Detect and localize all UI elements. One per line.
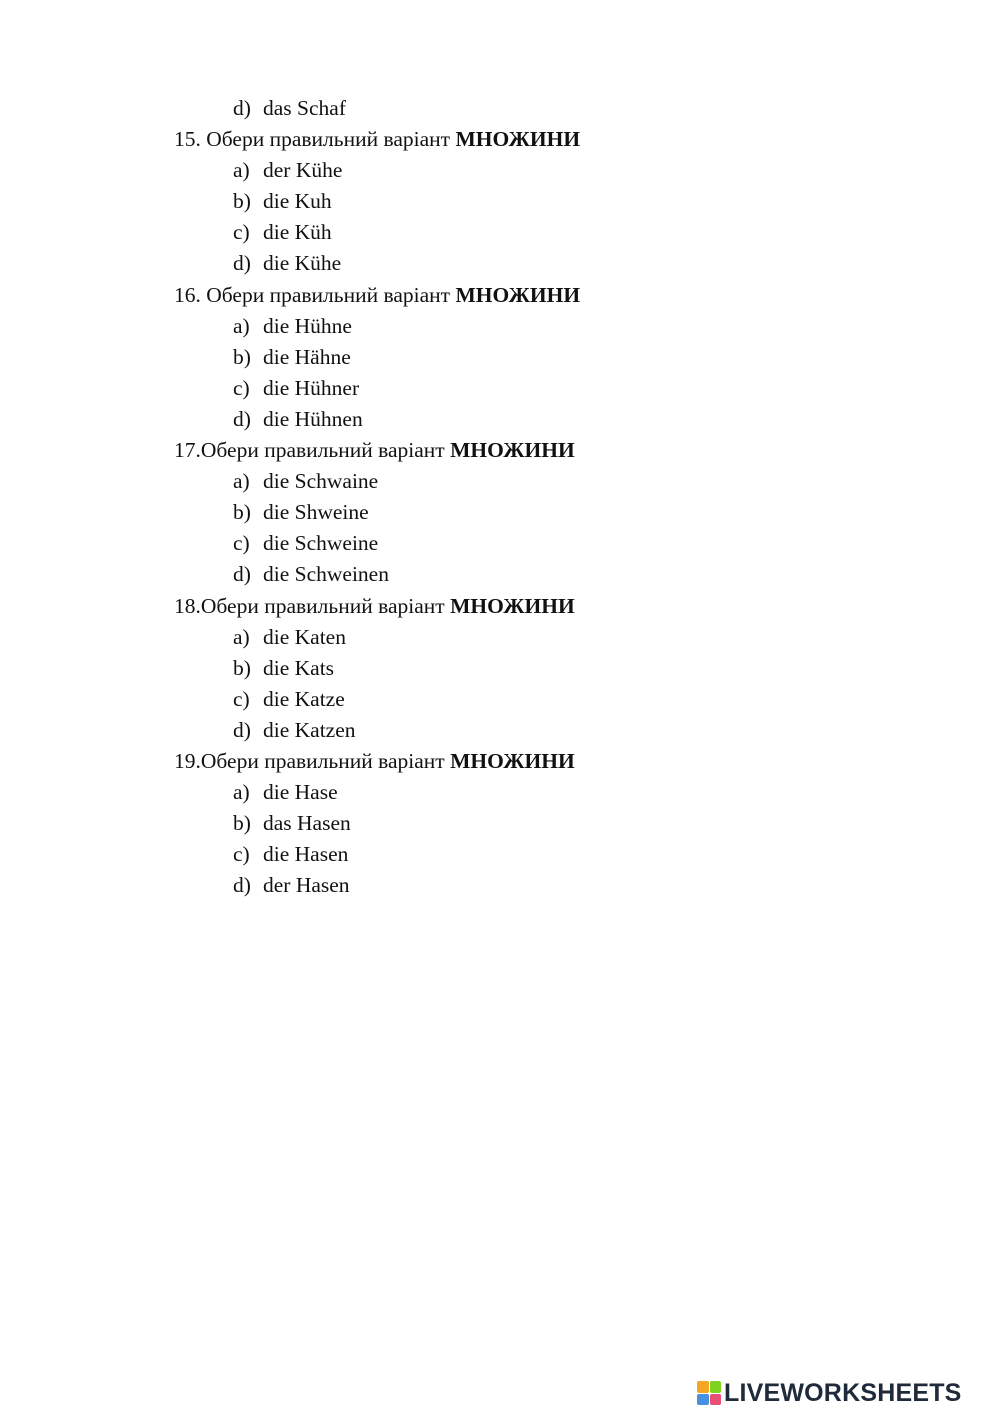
option-text: das Hasen — [263, 811, 351, 836]
option-16-d — [0, 404, 1000, 435]
option-letter: d) — [233, 873, 251, 898]
option-18-b — [0, 653, 1000, 684]
option-19-d — [0, 870, 1000, 901]
option-letter: a) — [233, 469, 250, 494]
option-16-a — [0, 311, 1000, 342]
option-17-c — [0, 528, 1000, 559]
option-letter: d) — [233, 406, 251, 431]
option-16-c — [0, 373, 1000, 404]
option-text: das Schaf — [263, 96, 346, 120]
option-15-a — [0, 155, 1000, 186]
question-19 — [0, 746, 1000, 777]
question-15 — [0, 124, 1000, 155]
question-16 — [0, 280, 1000, 311]
option-text: die Schwaine — [263, 469, 379, 494]
option-letter: b) — [233, 500, 251, 525]
option-18-a — [0, 622, 1000, 653]
question-18 — [0, 591, 1000, 622]
question-prompt-bold: МНОЖИНИ — [455, 282, 581, 307]
question-number: 17. — [174, 438, 201, 463]
option-letter: b) — [233, 344, 251, 369]
option-letter: b) — [233, 189, 251, 214]
question-prompt: Обери правильний варіант — [206, 127, 456, 152]
option-19-a — [0, 777, 1000, 808]
option-text: die Hasen — [263, 842, 349, 867]
option-19-b — [0, 808, 1000, 839]
logo-blocks-icon — [697, 1381, 721, 1405]
option-text: die Hühner — [263, 375, 360, 400]
option-text: die Katen — [263, 624, 346, 649]
question-prompt-bold: МНОЖИНИ — [450, 748, 575, 773]
question-prompt-bold: МНОЖИНИ — [455, 127, 581, 152]
option-text: die Hühnen — [263, 406, 363, 431]
question-number: 19. — [174, 748, 201, 773]
option-letter: d) — [233, 562, 251, 587]
option-letter: c) — [233, 686, 250, 711]
question-prompt-bold: МНОЖИНИ — [450, 593, 575, 618]
option-17-d — [0, 559, 1000, 590]
option-text: die Hühne — [263, 313, 352, 338]
question-number: 18. — [174, 593, 201, 618]
option-text: die Hähne — [263, 344, 351, 369]
option-letter: a) — [233, 780, 250, 805]
question-prompt: Обери правильний варіант — [200, 593, 451, 618]
option-letter: a) — [233, 313, 250, 338]
liveworksheets-logo — [697, 1378, 962, 1408]
option-19-c — [0, 839, 1000, 870]
option-letter: c) — [233, 842, 250, 867]
question-prompt: Обери правильний варіант — [200, 438, 451, 463]
option-15-c — [0, 217, 1000, 248]
option-letter: d) — [233, 717, 251, 742]
logo-block — [710, 1394, 722, 1406]
logo-block — [710, 1381, 722, 1393]
option-text: die Shweine — [263, 500, 369, 525]
question-number: 16. — [174, 282, 207, 307]
option-text: die Kuh — [263, 189, 332, 214]
option-text: die Katzen — [263, 717, 356, 742]
option-text: die Kühe — [263, 251, 342, 276]
logo-block — [697, 1394, 709, 1406]
option-letter: a) — [233, 624, 250, 649]
option-18-c — [0, 684, 1000, 715]
question-prompt: Обери правильний варіант — [206, 282, 456, 307]
option-letter: c) — [233, 531, 250, 556]
option-14-d — [0, 93, 1000, 124]
question-prompt-bold: МНОЖИНИ — [450, 438, 575, 463]
option-15-d — [0, 248, 1000, 279]
logo-text: LIVEWORKSHEETS — [724, 1379, 962, 1407]
question-17 — [0, 435, 1000, 466]
worksheet-page — [0, 93, 1000, 901]
option-letter: b) — [233, 655, 251, 680]
option-letter: b) — [233, 811, 251, 836]
option-letter: a) — [233, 158, 250, 183]
option-15-b — [0, 186, 1000, 217]
option-text: die Hase — [263, 780, 338, 805]
option-text: die Schweinen — [263, 562, 389, 587]
option-text: die Küh — [263, 220, 332, 245]
question-prompt: Обери правильний варіант — [200, 748, 451, 773]
option-text: der Kühe — [263, 158, 343, 183]
option-letter: c) — [233, 375, 250, 400]
question-number: 15. — [174, 127, 207, 152]
option-16-b — [0, 342, 1000, 373]
option-18-d — [0, 715, 1000, 746]
option-text: die Schweine — [263, 531, 379, 556]
logo-block — [697, 1381, 709, 1393]
option-letter: d) — [233, 96, 251, 120]
option-17-a — [0, 466, 1000, 497]
option-17-b — [0, 497, 1000, 528]
option-letter: d) — [233, 251, 251, 276]
option-letter: c) — [233, 220, 250, 245]
option-text: der Hasen — [263, 873, 350, 898]
option-text: die Katze — [263, 686, 345, 711]
option-text: die Kats — [263, 655, 335, 680]
